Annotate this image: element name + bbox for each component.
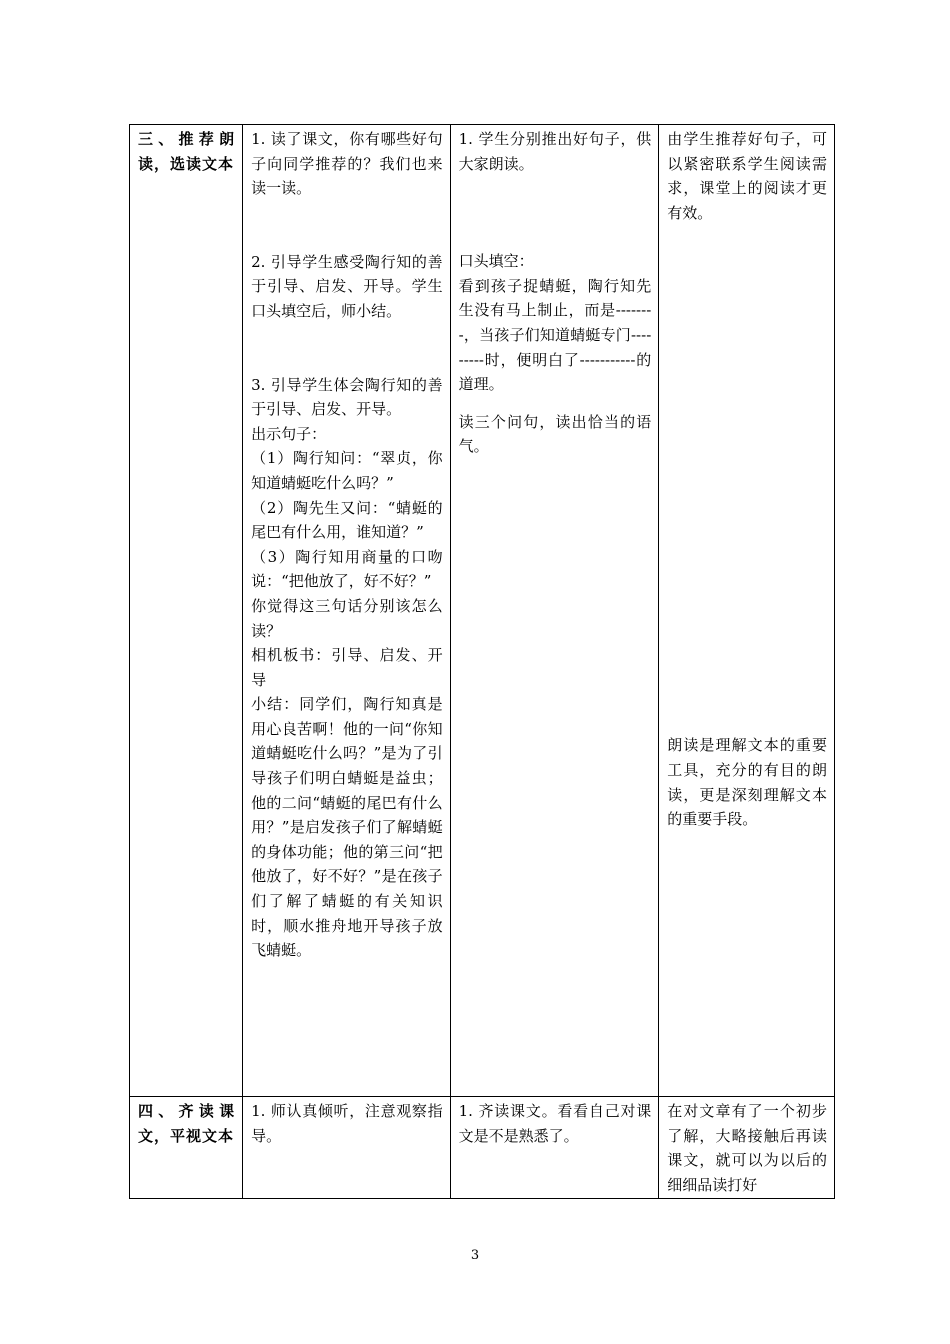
- teacher-item: 3. 引导学生体会陶行知的善于引导、启发、开导。: [251, 375, 443, 419]
- step-title: 三、推荐朗读，选读文本: [138, 130, 236, 173]
- student-item: 1. 学生分别推出好句子，供大家朗读。: [458, 130, 652, 173]
- intent-item: 朗读是理解文本的重要工具，充分的有目的朗读，更是深刻理解文本的重要手段。: [667, 736, 827, 829]
- design-intent-cell: [659, 125, 835, 1097]
- student-item: 口头填空：: [458, 252, 534, 271]
- teacher-item: （3）陶行知用商量的口吻说：“把他放了，好不好？”: [251, 547, 443, 591]
- lesson-plan-table: [129, 124, 835, 1199]
- teacher-item: 小结：同学们，陶行知真是用心良苦啊！他的一问“你知道蜻蜓吃什么吗？”是为了引导孩子们明白蜻蜓是益虫；他的二问“蜻蜓的尾巴有什么用？”是启发孩子们了解蜻蜓的身体功能；他的第三问“把他放了，好不好？”是在孩子们了解了蜻蜓的有关知识时，顺水推舟地开导孩子放飞蜻蜓。: [251, 695, 443, 960]
- teacher-item: 你觉得这三句话分别该怎么读？: [251, 596, 443, 640]
- design-intent-cell: [659, 1097, 835, 1199]
- teacher-item: （1）陶行知问：“翠贞，你知道蜻蜓吃什么吗？”: [251, 449, 443, 492]
- teacher-activity-cell: [243, 1097, 451, 1199]
- student-item: 读三个问句，读出恰当的语气。: [458, 412, 652, 456]
- student-item: 1. 齐读课文。看看自己对课文是不是熟悉了。: [458, 1102, 652, 1145]
- step-title: 四、齐读课文，平视文本: [138, 1102, 236, 1145]
- step-cell: [130, 125, 243, 1097]
- table-row: [130, 125, 835, 1097]
- student-activity-cell: [450, 125, 659, 1097]
- teacher-item: 2. 引导学生感受陶行知的善于引导、启发、开导。学生口头填空后，师小结。: [251, 252, 443, 320]
- teacher-item: 出示句子：: [251, 424, 327, 443]
- intent-item: 在对文章有了一个初步了解，大略接触后再读课文，就可以为以后的细细品读打好: [667, 1102, 827, 1194]
- teacher-item: 1. 师认真倾听，注意观察指导。: [251, 1102, 443, 1145]
- teacher-activity-cell: [243, 125, 451, 1097]
- teacher-item: 1. 读了课文，你有哪些好句子向同学推荐的？我们也来读一读。: [251, 130, 443, 198]
- teacher-item: （2）陶先生又问：“蜻蜓的尾巴有什么用，谁知道？”: [251, 498, 443, 542]
- student-activity-cell: [450, 1097, 659, 1199]
- page-number: 3: [470, 1248, 480, 1263]
- step-cell: [130, 1097, 243, 1199]
- intent-item: 由学生推荐好句子，可以紧密联系学生阅读需求，课堂上的阅读才更有效。: [667, 130, 827, 222]
- table-row: [130, 1097, 835, 1199]
- teacher-item: 相机板书：引导、启发、开导: [251, 646, 443, 689]
- student-item: 看到孩子捉蜻蜓，陶行知先生没有马上制止，而是--------，当孩子们知道蜻蜓专门---------时，便明白了-----------的道理。: [458, 276, 652, 394]
